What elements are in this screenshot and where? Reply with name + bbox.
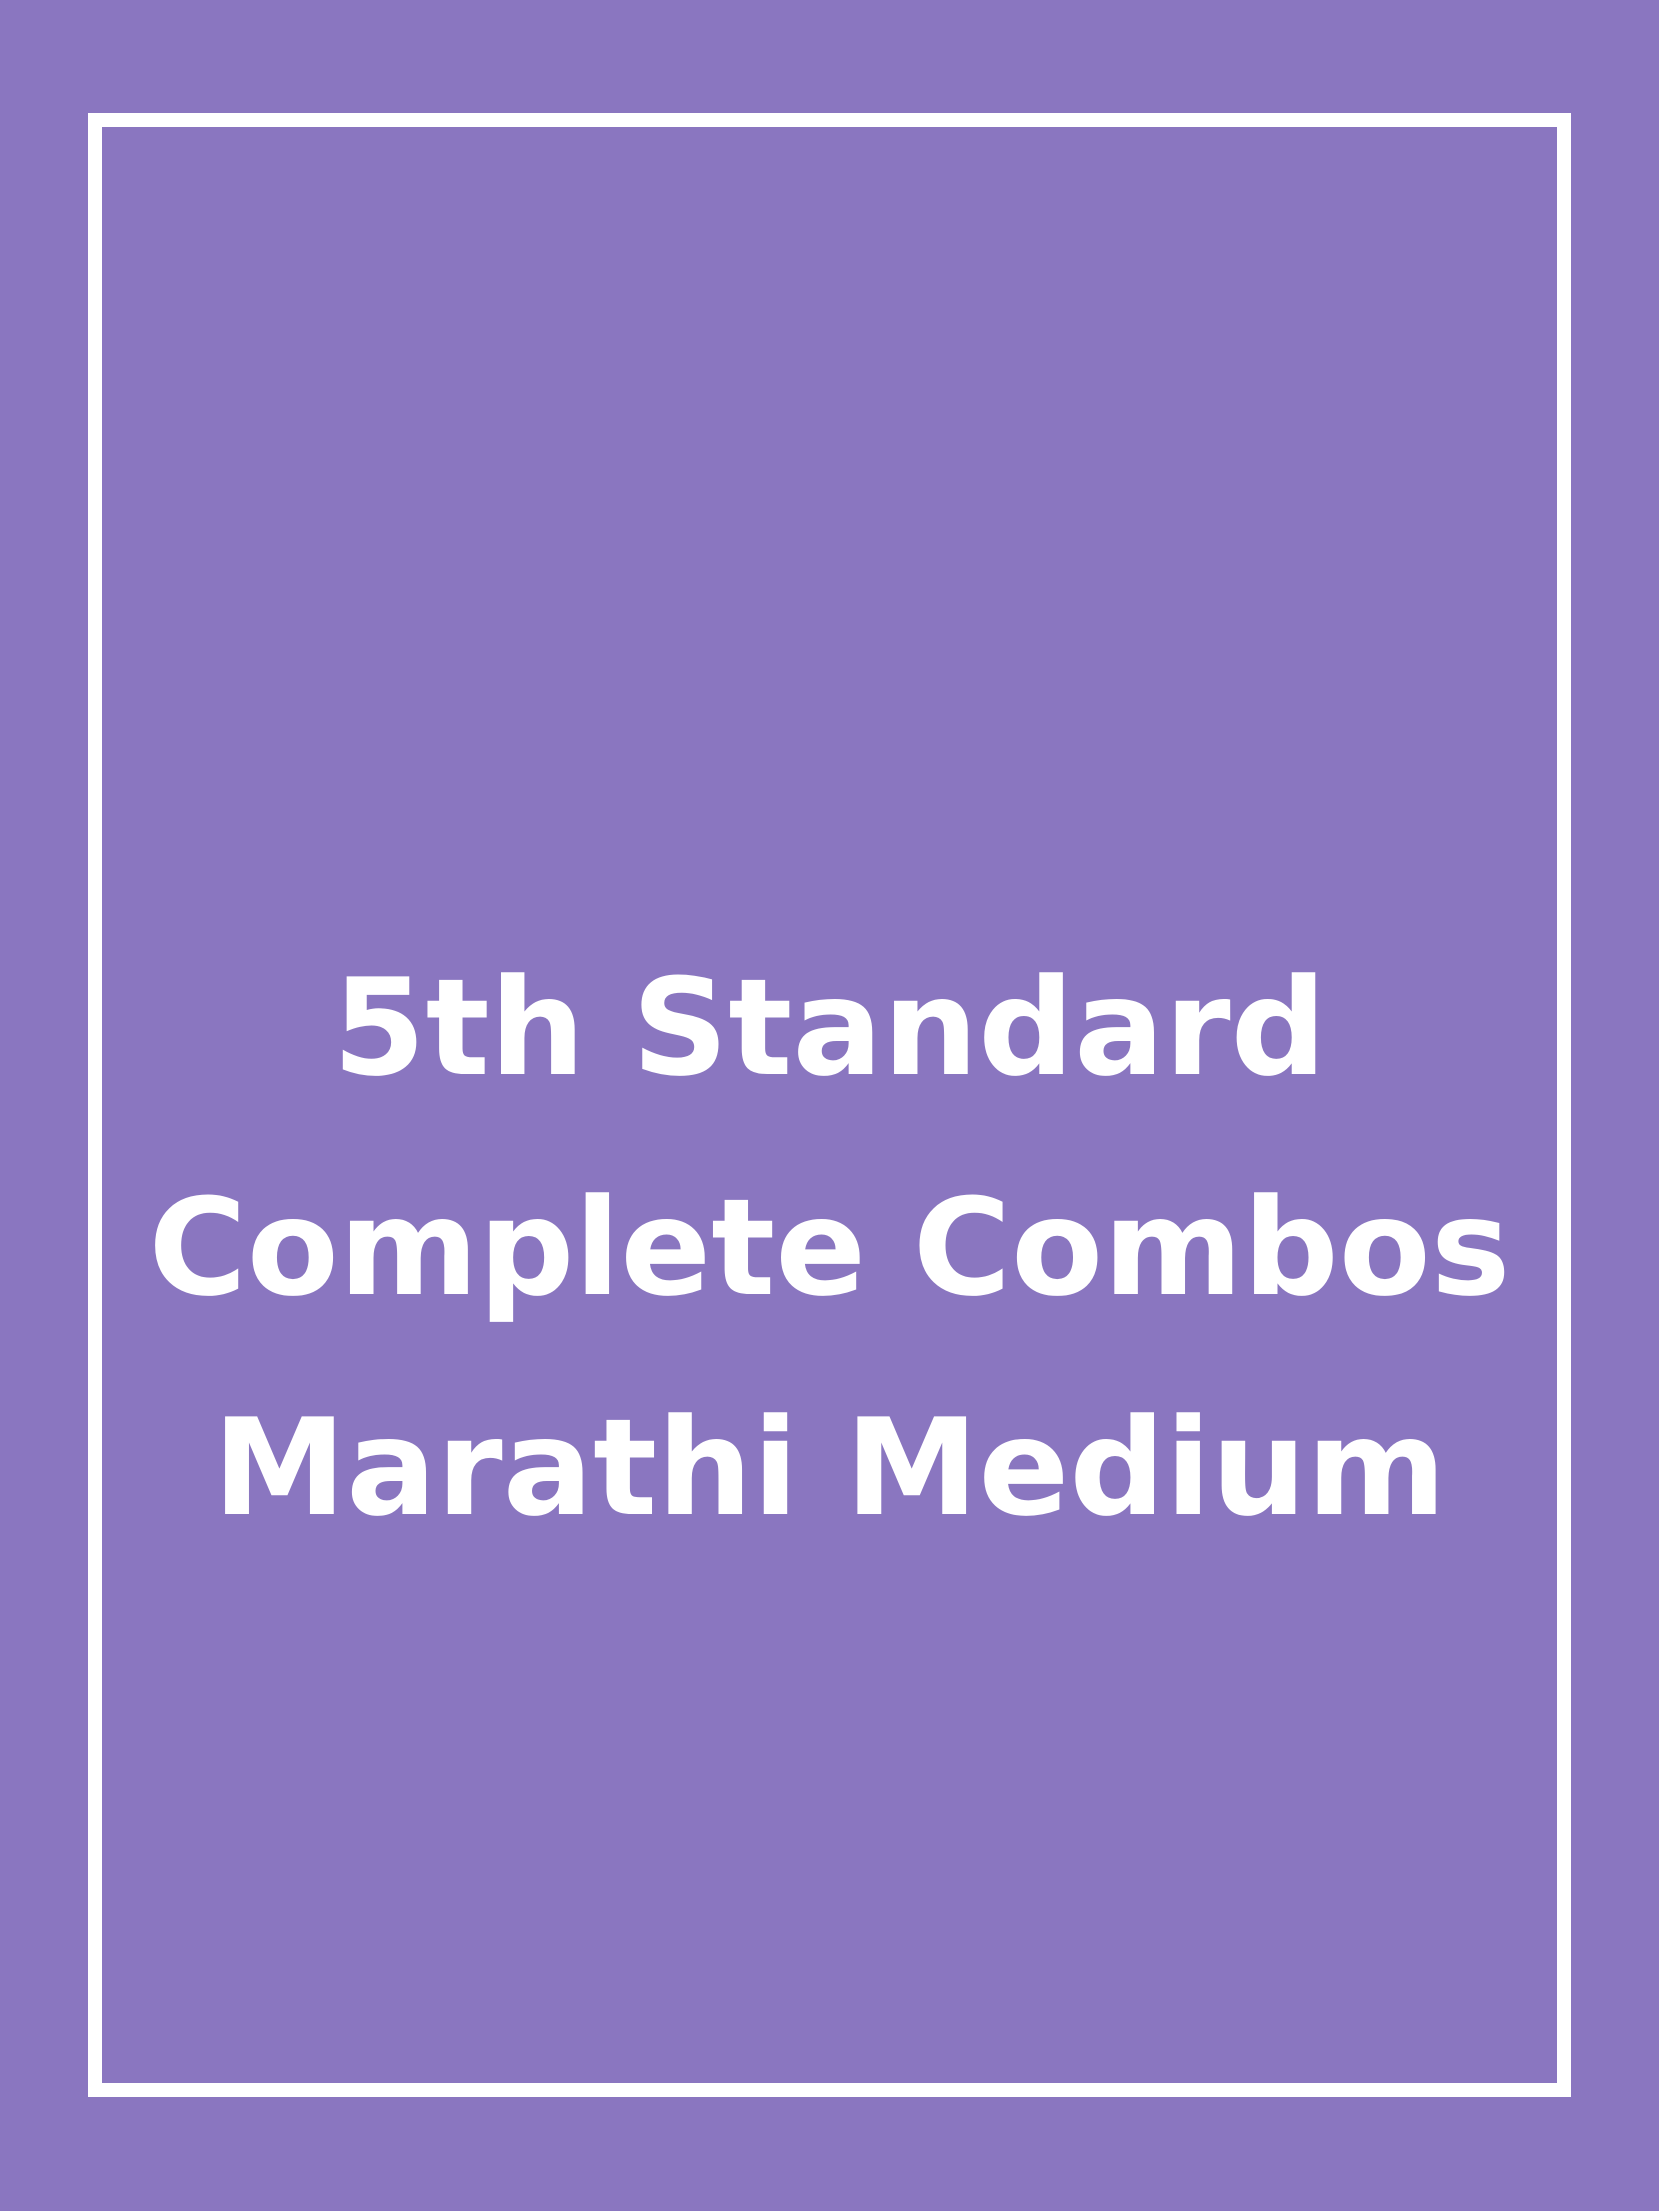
cover-title	[0, 918, 1659, 1578]
cover-title-line-1: 5th Standard	[332, 950, 1327, 1106]
cover-title-line-3: Marathi Medium	[212, 1390, 1447, 1546]
cover-title-line-2: Complete Combos	[148, 1170, 1511, 1326]
